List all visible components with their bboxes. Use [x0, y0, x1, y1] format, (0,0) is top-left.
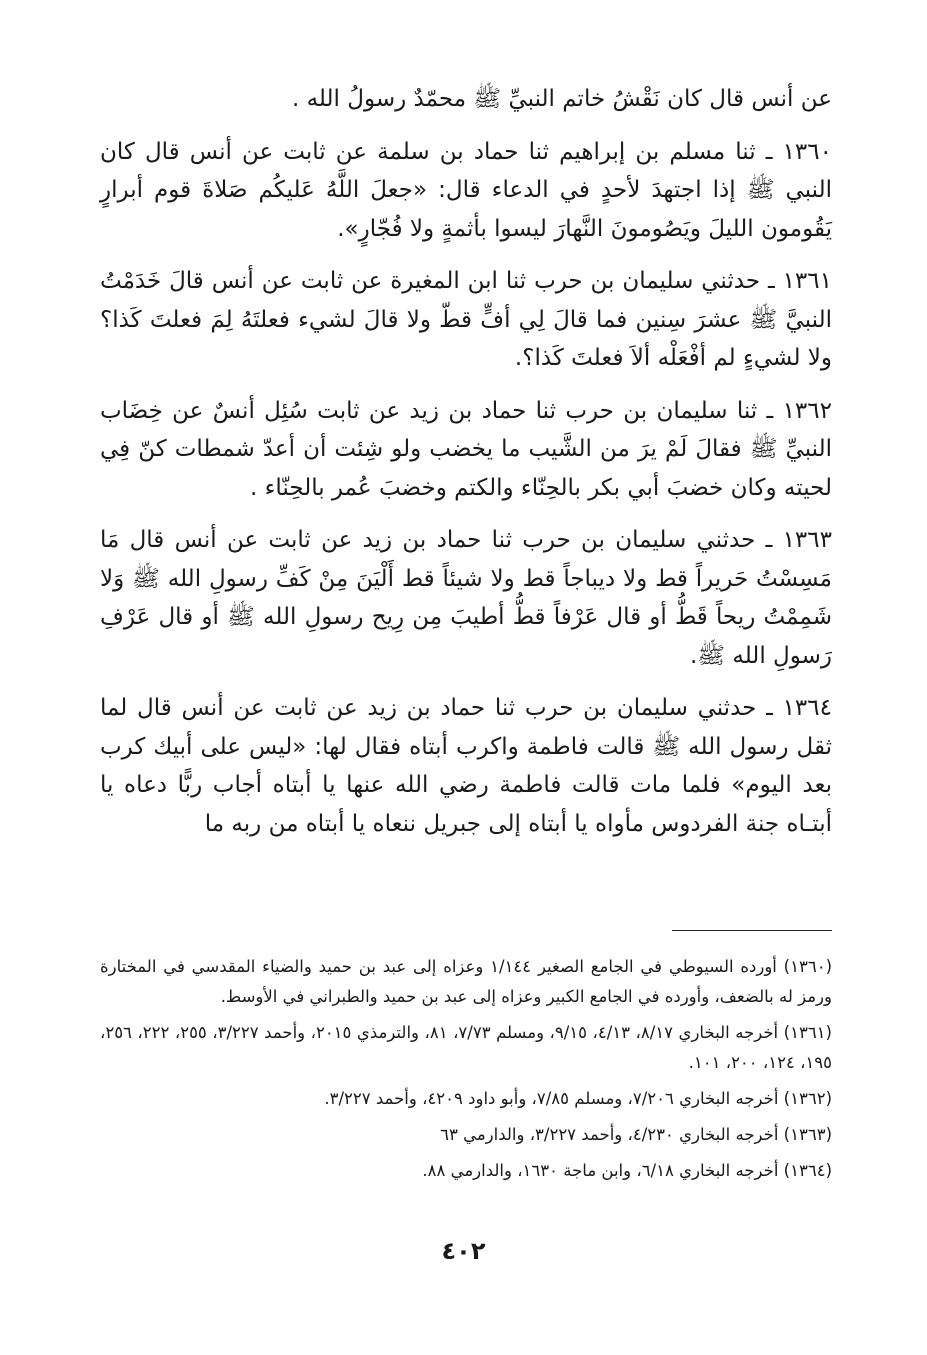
main-text	[100, 80, 832, 857]
footnotes	[100, 952, 832, 1192]
hadith-1362: ١٣٦٢ ـ ثنا سليمان بن حرب ثنا حماد بن زيد عن ثابت سُئِل أنسٌ عن خِضَاب النبيِّ ﷺ فقالَ لَمْ يرَ من الشَّيب ما يخضب ولو شِئت أن أعدّ شمطات كنّ فِي لحيته وكان خضبَ أبي بكر بالحِنّاء والكتم وخضبَ عُمر بالحِنّاء .	[100, 397, 832, 501]
footnote-1362: (١٣٦٢) أخرجه البخاري ٧/٢٠٦، ومسلم ٧/٨٥، وأبو داود ٤٢٠٩، وأحمد ٣/٢٢٧.	[324, 1089, 832, 1108]
hadith-1364: ١٣٦٤ ـ حدثني سليمان بن حرب ثنا حماد بن زيد عن ثابت عن أنس قال لما ثقل رسول الله ﷺ قالت فاطمة واكرب أبتاه فقال لها: «ليس على أبيك كرب بعد اليوم» فلما مات قالت فاطمة رضي الله عنها يا أبتاه أجاب ربًّا دعاه يا أبتـاه جنة الفردوس مأواه يا أبتاه إلى جبريل ننعاه يا أبتاه من ربه ما	[100, 695, 832, 837]
page-number: ٤٠٢	[441, 1237, 486, 1265]
hadith-1360: ١٣٦٠ ـ ثنا مسلم بن إبراهيم ثنا حماد بن سلمة عن ثابت عن أنس قال كان النبي ﷺ إذا اجتهدَ لأحدٍ في الدعاء قال: «جعلَ اللَّهُ عَليكُم صَلاةَ قوم أبرارٍ يَقُومون الليلَ ويَصُومونَ النَّهارَ ليسوا بأثمةٍ ولا فُجّارٍ».	[100, 138, 832, 242]
hadith-1361: ١٣٦١ ـ حدثني سليمان بن حرب ثنا ابن المغيرة عن ثابت عن أنس قالَ خَدَمْتُ النبيَّ ﷺ عشرَ سِنين فما قالَ لِي أفٍّ قطّ ولا قالَ لشيء فعلتَهُ لِمَ فعلتَ كَذا؟ ولا لشيءٍ لم أفْعَلْه ألاَ فعلتَ كَذا؟.	[100, 268, 832, 371]
footnote-1364: (١٣٦٤) أخرجه البخاري ٦/١٨، وابن ماجة ١٦٣٠، والدارمي ٨٨.	[422, 1161, 832, 1180]
paragraph-continuation: عن أنس قال كان نَقْشُ خاتم النبيِّ ﷺ محمّدٌ رسولُ الله .	[291, 86, 832, 112]
footnote-1360: (١٣٦٠) أورده السيوطي في الجامع الصغير ١/١٤٤ وعزاه إلى عبد بن حميد والضياء المقدسي في المختارة ورمز له بالضعف، وأورده في الجامع الكبير وعزاه إلى عبد بن حميد والطبراني في الأوسط.	[100, 957, 832, 1006]
footnote-divider	[672, 930, 832, 931]
footnote-1363: (١٣٦٣) أخرجه البخاري ٤/٢٣٠، وأحمد ٣/٢٢٧، والدارمي ٦٣	[440, 1125, 832, 1144]
hadith-1363: ١٣٦٣ ـ حدثني سليمان بن حرب ثنا حماد بن زيد عن ثابت عن أنس قال مَا مَسِسْتُ حَريراً قط ولا ديباجاً قط ولا شيئاً قط أَلْيَنَ مِنْ كَفِّ رسولِ الله ﷺ وَلا شَمِمْتُ ريحاً قَطُّ أو قال عَرْفاً قطُّ أطيبَ مِن رِيح رسولِ الله ﷺ أو قال عَرْفِ رَسولِ الله ﷺ.	[100, 527, 832, 669]
footnote-1361: (١٣٦١) أخرجه البخاري ٨/١٧، ٤/١٣، ٩/١٥، ومسلم ٧/٧٣، ٨١، والترمذي ٢٠١٥، وأحمد ٣/٢٢٧، ٢٥٥، ٢٢٢، ٢٥٦، ١٩٥، ١٢٤، ٢٠٠، ١٠١.	[100, 1023, 832, 1072]
